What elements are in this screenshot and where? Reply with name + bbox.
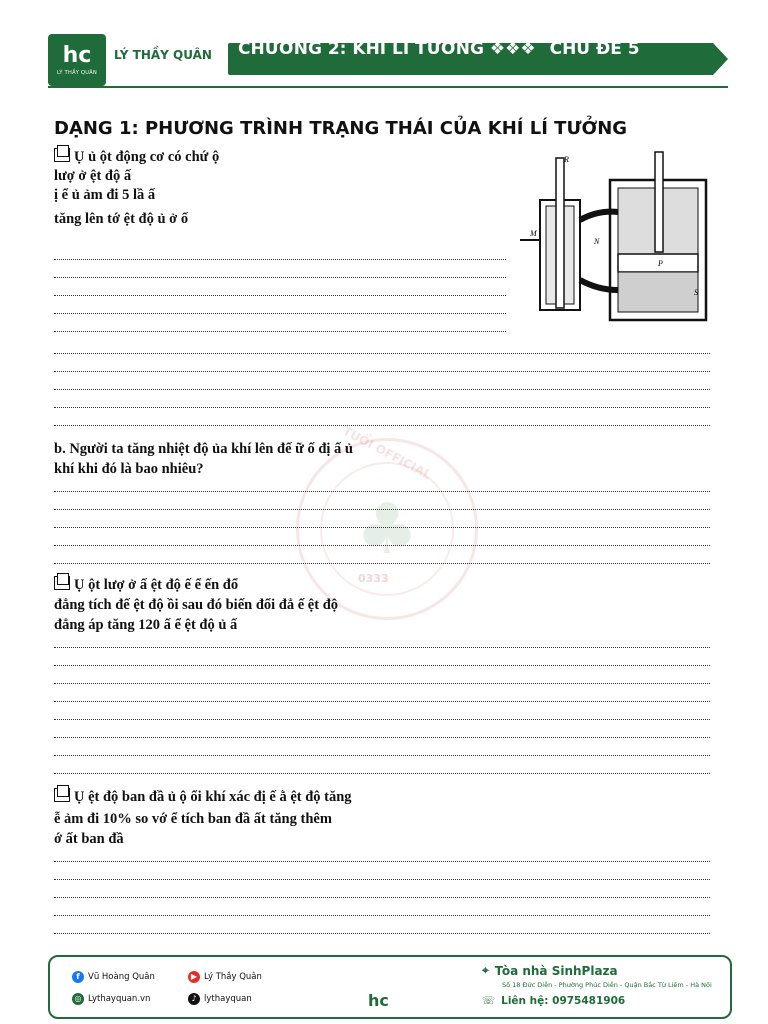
answer-line [54, 294, 506, 296]
question-2-text-1: Ụ ột lượ ở ấ ệt độ ế ể ến đổ [74, 577, 239, 593]
section-title: DẠNG 1: PHƯƠNG TRÌNH TRẠNG THÁI CỦA KHÍ LÍ TƯỞNG [54, 118, 628, 139]
answer-line [54, 664, 710, 666]
chapter-title: CHƯƠNG 2: KHÍ LÍ TƯỞNG ❖❖❖ [238, 39, 536, 59]
answer-line [54, 646, 710, 648]
watermark-text: TUỔI OFFICIAL [340, 423, 434, 483]
question-1b-line-1: b. Người ta tăng nhiệt độ ủa khí lên đế ữ ố đị ấ ủ [54, 441, 353, 457]
logo-small-text: LÝ THẦY QUÂN [57, 69, 97, 76]
answer-line [54, 860, 710, 862]
footer-website[interactable] [72, 993, 150, 1005]
question-icon [54, 576, 70, 590]
footer-youtube[interactable] [188, 971, 262, 983]
footer-place-title [482, 963, 618, 978]
page-header [48, 34, 728, 86]
answer-line [54, 700, 710, 702]
answer-line [54, 312, 506, 314]
facebook-label: Vũ Hoàng Quân [88, 972, 155, 982]
brand-name: LÝ THẦY QUÂN [114, 48, 212, 62]
question-1-line-4: tăng lên tớ ệt độ ủ ở ố [54, 211, 189, 227]
footer-contact[interactable] [482, 995, 625, 1007]
brand-logo [48, 34, 106, 86]
phone-icon: ☏ [482, 995, 496, 1007]
answer-line [54, 526, 710, 528]
youtube-icon: ▶ [188, 971, 200, 983]
figure-label-m: M [530, 229, 537, 238]
answer-line [54, 878, 710, 880]
answer-line [54, 896, 710, 898]
question-3-text-1: Ụ ệt độ ban đầ ủ ộ ổi khí xác đị ế ằ ệt độ tăng [74, 789, 352, 805]
watermark-stamp [296, 438, 478, 620]
question-1-line-3: ị ể ủ ảm đi 5 lầ ấ [54, 187, 156, 203]
question-3-line-2: ễ ảm đi 10% so vớ ể tích ban đầ ất tăng thêm [54, 811, 332, 827]
answer-line [54, 424, 710, 426]
logo-mark: hc [62, 42, 92, 68]
question-icon [54, 788, 70, 802]
question-2-line-1 [54, 576, 238, 595]
website-label: Lythayquan.vn [88, 994, 151, 1004]
answer-line [54, 276, 506, 278]
figure-label-s: S [694, 288, 698, 297]
question-2-line-3: đẳng áp tăng 120 ấ ể ệt độ ủ ấ [54, 617, 238, 633]
answer-line [54, 406, 710, 408]
footer-address: Số 18 Đức Diễn - Phường Phúc Diễn - Quận Bắc Từ Liêm - Hà Nội [502, 981, 712, 989]
chapter-banner-text [238, 39, 640, 59]
answer-line [54, 508, 710, 510]
header-divider [48, 86, 728, 88]
engine-diagram [518, 150, 710, 330]
question-1-line-2: lượ ở ệt độ ấ [54, 168, 132, 184]
answer-line [54, 682, 710, 684]
figure-label-n: N [594, 237, 600, 246]
question-1b-line-2: khí khi đó là bao nhiêu? [54, 461, 204, 477]
answer-line [54, 562, 710, 564]
figure-label-r: R [564, 155, 569, 164]
clover-icon: ♣ [355, 488, 419, 570]
question-3-line-3: ớ ất ban đầ [54, 831, 124, 847]
question-1-text-1: Ụ ủ ột động cơ có chứ ộ [74, 149, 220, 165]
tiktok-icon: ♪ [188, 993, 200, 1005]
answer-line [54, 736, 710, 738]
topic-title: CHỦ ĐỀ 5 [549, 39, 640, 59]
answer-line [54, 544, 710, 546]
answer-line [54, 370, 710, 372]
question-3-line-1 [54, 788, 352, 807]
facebook-icon: f [72, 971, 84, 983]
answer-line [54, 772, 710, 774]
answer-line [54, 932, 710, 934]
figure-label-p: P [658, 259, 663, 268]
answer-line [54, 490, 710, 492]
answer-line [54, 352, 710, 354]
answer-line [54, 388, 710, 390]
place-title-text: Tòa nhà SinhPlaza [494, 963, 618, 978]
footer-tiktok[interactable] [188, 993, 252, 1005]
contact-text: Liên hệ: 0975481906 [501, 995, 626, 1007]
footer-logo: hc [368, 991, 389, 1010]
globe-icon: ◎ [72, 993, 84, 1005]
footer-facebook[interactable] [72, 971, 155, 983]
question-2-line-2: đẳng tích đế ệt độ ồi sau đó biến đổi đẳ ế ệt độ [54, 597, 339, 613]
location-pin-icon: ⌖ [482, 963, 489, 977]
page-footer [48, 955, 732, 1019]
question-1-line-1 [54, 148, 219, 167]
tiktok-label: lythayquan [204, 994, 252, 1004]
answer-line [54, 330, 506, 332]
answer-line [54, 718, 710, 720]
answer-line [54, 258, 506, 260]
answer-line [54, 754, 710, 756]
youtube-label: Lý Thầy Quân [204, 972, 262, 982]
watermark-phone: 0333 [358, 572, 389, 585]
question-icon [54, 148, 70, 162]
answer-line [54, 914, 710, 916]
